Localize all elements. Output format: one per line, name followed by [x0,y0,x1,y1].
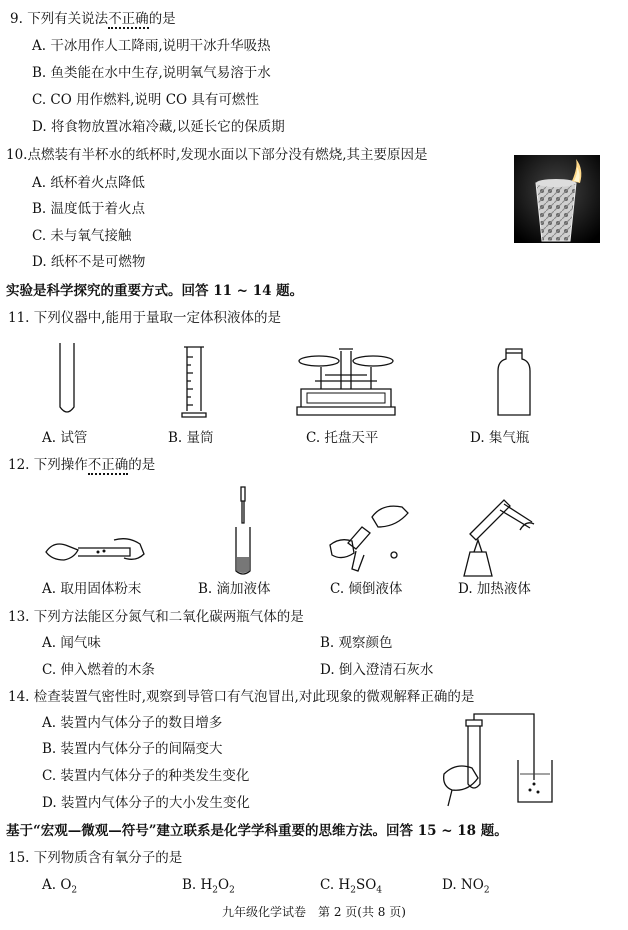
q11-option-b: B. 量筒 [168,430,214,446]
pouring-liquid-icon [326,497,426,577]
q12-option-c: C. 倾倒液体 [330,581,403,597]
q14-option-c: C. 装置内气体分子的种类发生变化 [42,768,250,784]
heating-liquid-icon [460,490,536,576]
q12-option-d: D. 加热液体 [458,581,531,597]
q14-option-d: D. 装置内气体分子的大小发生变化 [42,795,250,811]
solid-powder-operation-icon [44,530,148,570]
q14-option-a: A. 装置内气体分子的数目增多 [42,715,223,731]
q15-option-a: A. $O_2$ [42,877,78,896]
q12-stem: 12. 下列操作不正确的是 [8,457,156,473]
page-footer: 九年级化学试卷 第 2 页(共 8 页) [222,905,406,919]
q14-option-b: B. 装置内气体分子的间隔变大 [42,741,223,757]
gas-collecting-bottle-icon [496,349,532,417]
q12-option-a: A. 取用固体粉末 [42,581,142,597]
section-heading-experiment: 实验是科学探究的重要方式。回答 11 ~ 14 题。 [6,283,304,299]
emphasis-dots: 不正确 [87,457,129,473]
q13-option-d: D. 倒入澄清石灰水 [320,662,434,678]
q10-option-a: A. 纸杯着火点降低 [32,175,145,191]
q11-option-a: A. 试管 [42,430,88,446]
q11-option-c: C. 托盘天平 [306,430,379,446]
emphasis-dots: 不正确 [108,11,149,27]
q10-option-d: D. 纸杯不是可燃物 [32,254,146,270]
q13-option-a: A. 闻气味 [42,635,101,651]
q11-stem: 11. 下列仪器中,能用于量取一定体积液体的是 [8,310,282,326]
q10-option-c: C. 未与氧气接触 [32,228,132,244]
q13-option-c: C. 伸入燃着的木条 [42,662,155,678]
q10-option-b: B. 温度低于着火点 [32,201,146,217]
q9-option-d: D. 将食物放置冰箱冷藏,以延长它的保质期 [32,119,285,135]
balance-scale-icon [295,345,397,417]
q13-stem: 13. 下列方法能区分氮气和二氧化碳两瓶气体的是 [8,609,304,625]
section-heading-macro-micro-symbol: 基于“宏观—微观—符号”建立联系是化学学科重要的思维方法。回答 15 ~ 18 题。 [6,823,508,839]
q15-option-b: B. $H_2O_2$ [182,877,235,896]
q9-stem: 9. 下列有关说法不正确的是 [10,11,176,27]
burning-paper-cup-image [514,155,600,243]
q12-option-b: B. 滴加液体 [198,581,271,597]
q9-option-a: A. 干冰用作人工降雨,说明干冰升华吸热 [32,38,271,54]
test-tube-icon [58,343,76,417]
q13-option-b: B. 观察颜色 [320,635,393,651]
q9-option-b: B. 鱼类能在水中生存,说明氧气易溶于水 [32,65,271,81]
q10-stem: 10.点燃装有半杯水的纸杯时,发现水面以下部分没有燃烧,其主要原因是 [6,147,428,163]
q15-option-c: C. $H_2SO_4$ [320,877,383,896]
q11-option-d: D. 集气瓶 [470,430,530,446]
graduated-cylinder-icon [180,345,208,417]
q15-option-d: D. $NO_2$ [442,877,490,896]
q14-stem: 14. 检查装置气密性时,观察到导管口有气泡冒出,对此现象的微观解释正确的是 [8,689,475,705]
q15-stem: 15. 下列物质含有氧分子的是 [8,850,183,866]
q9-option-c: C. CO 用作燃料,说明 CO 具有可燃性 [32,92,259,108]
dropping-liquid-icon [232,487,254,575]
airtightness-check-apparatus-icon [438,718,558,808]
